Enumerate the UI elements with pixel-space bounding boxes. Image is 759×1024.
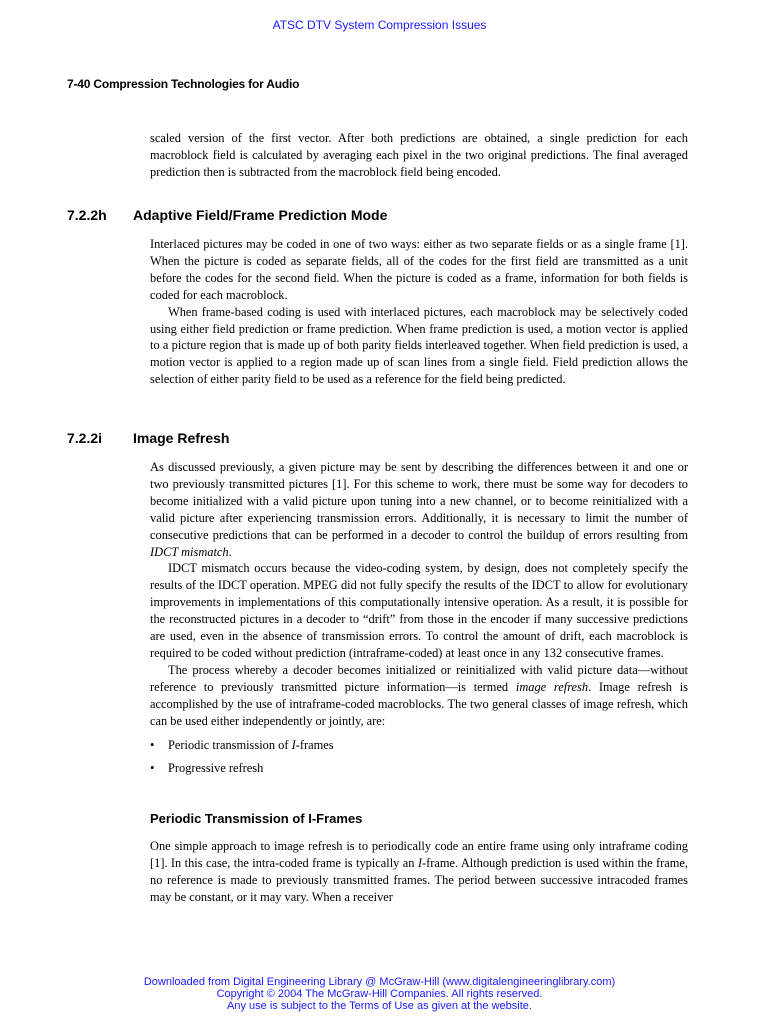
section-title: Adaptive Field/Frame Prediction Mode bbox=[133, 207, 388, 223]
paragraph bbox=[150, 662, 688, 730]
section-number: 7.2.2i bbox=[67, 430, 103, 446]
intro-block bbox=[150, 130, 688, 181]
paragraph-text: The process whereby a decoder becomes initialized or reinitialized with valid picture data—without reference to previously transmitted picture information—is termed bbox=[150, 662, 688, 694]
term-image-refresh: image refresh bbox=[515, 679, 589, 694]
bullet-list bbox=[150, 737, 688, 778]
footer-terms-link[interactable]: Any use is subject to the Terms of Use as given at the website. bbox=[227, 1000, 532, 1012]
paragraph-text: -frame. Although prediction is used within the frame, no reference is made to previously transmitted frames. The period between successive intracoded frames may be constant, or it may vary. When a receiver bbox=[150, 855, 688, 904]
list-item-text: -frames bbox=[295, 737, 334, 752]
running-head: 7-40 Compression Technologies for Audio bbox=[67, 77, 300, 91]
paragraph-text: . bbox=[228, 544, 232, 559]
list-item-text: Periodic transmission of bbox=[168, 737, 292, 752]
paragraph: When frame-based coding is used with interlaced pictures, each macroblock may be selectively coded using either field prediction or frame prediction. When frame prediction is used, a motion vector is applied to a picture region that is made up of both parity fields interleaved together. When field prediction is used, a motion vector is applied to a region made up of scan lines from a single field. Field prediction allows the selection of either parity field to be used as a reference for the field being predicted. bbox=[150, 304, 688, 387]
paragraph: Interlaced pictures may be coded in one of two ways: either as two separate fields or as a single frame [1]. When the picture is coded as separate fields, all of the codes for the first field are transmitted as a unit before the codes for the second field. When the picture is coded as a frame, information for both fields is coded for each macroblock. bbox=[150, 237, 688, 302]
list-item-italic: I bbox=[291, 737, 296, 752]
section-heading-7-2-2h bbox=[67, 207, 387, 223]
term-idct-mismatch: IDCT mismatch bbox=[150, 544, 229, 559]
section-heading-7-2-2i bbox=[67, 430, 229, 446]
bullet-icon: • bbox=[150, 737, 155, 752]
footer bbox=[0, 976, 759, 1012]
section-7-2-2h-body bbox=[150, 236, 688, 388]
section-number: 7.2.2h bbox=[67, 207, 107, 223]
subsection-heading: Periodic Transmission of I-Frames bbox=[150, 811, 363, 826]
paragraph bbox=[150, 838, 688, 906]
list-item-text: Progressive refresh bbox=[168, 761, 264, 776]
term-i-frame: I bbox=[417, 855, 422, 870]
header-link[interactable]: ATSC DTV System Compression Issues bbox=[272, 18, 487, 32]
list-item bbox=[150, 737, 688, 754]
footer-copyright[interactable]: Copyright © 2004 The McGraw-Hill Companies. All rights reserved. bbox=[216, 988, 543, 1000]
paragraph-text: . Image refresh is accomplished by the use of intraframe-coded macroblocks. The two general classes of image refresh, which can be used either independently or jointly, are: bbox=[150, 679, 688, 728]
paragraph: IDCT mismatch occurs because the video-coding system, by design, does not completely specify the results of the IDCT operation. MPEG did not fully specify the results of the IDCT to allow for evolutionary improvements in implementations of this computationally intensive operation. As a result, it is possible for the reconstructed pictures in a decoder to “drift” from those in the encoder if many successive predictions are used, even in the absence of transmission errors. To control the amount of drift, each macroblock is required to be coded without prediction (intraframe-coded) at least once in any 132 consecutive frames. bbox=[150, 561, 688, 660]
bullet-icon: • bbox=[150, 761, 155, 776]
paragraph bbox=[150, 459, 688, 560]
subsection-body bbox=[150, 838, 688, 906]
list-item bbox=[150, 760, 688, 777]
footer-download-link[interactable]: Downloaded from Digital Engineering Library @ McGraw-Hill (www.digitalengineeringlibrary.com) bbox=[143, 976, 616, 988]
intro-paragraph: scaled version of the first vector. After both predictions are obtained, a single prediction for each macroblock field is calculated by averaging each pixel in the two original predictions. The final averaged prediction then is subtracted from the macroblock field being encoded. bbox=[150, 131, 688, 179]
paragraph-text: One simple approach to image refresh is to periodically code an entire frame using only intraframe coding [1]. In this case, the intra-coded frame is typically an bbox=[150, 839, 688, 870]
section-7-2-2i-body bbox=[150, 459, 688, 784]
section-title: Image Refresh bbox=[133, 430, 230, 446]
paragraph-text: As discussed previously, a given picture may be sent by describing the differences between it and one or two previously transmitted pictures [1]. For this scheme to work, there must be some way for decoders to become initialized with a valid picture upon tuning into a new channel, or to become reinitialized with a valid picture after experiencing transmission errors. Additionally, it is necessary to limit the number of consecutive predictions that can be performed in a decoder to control the buildup of errors resulting from bbox=[150, 460, 688, 542]
